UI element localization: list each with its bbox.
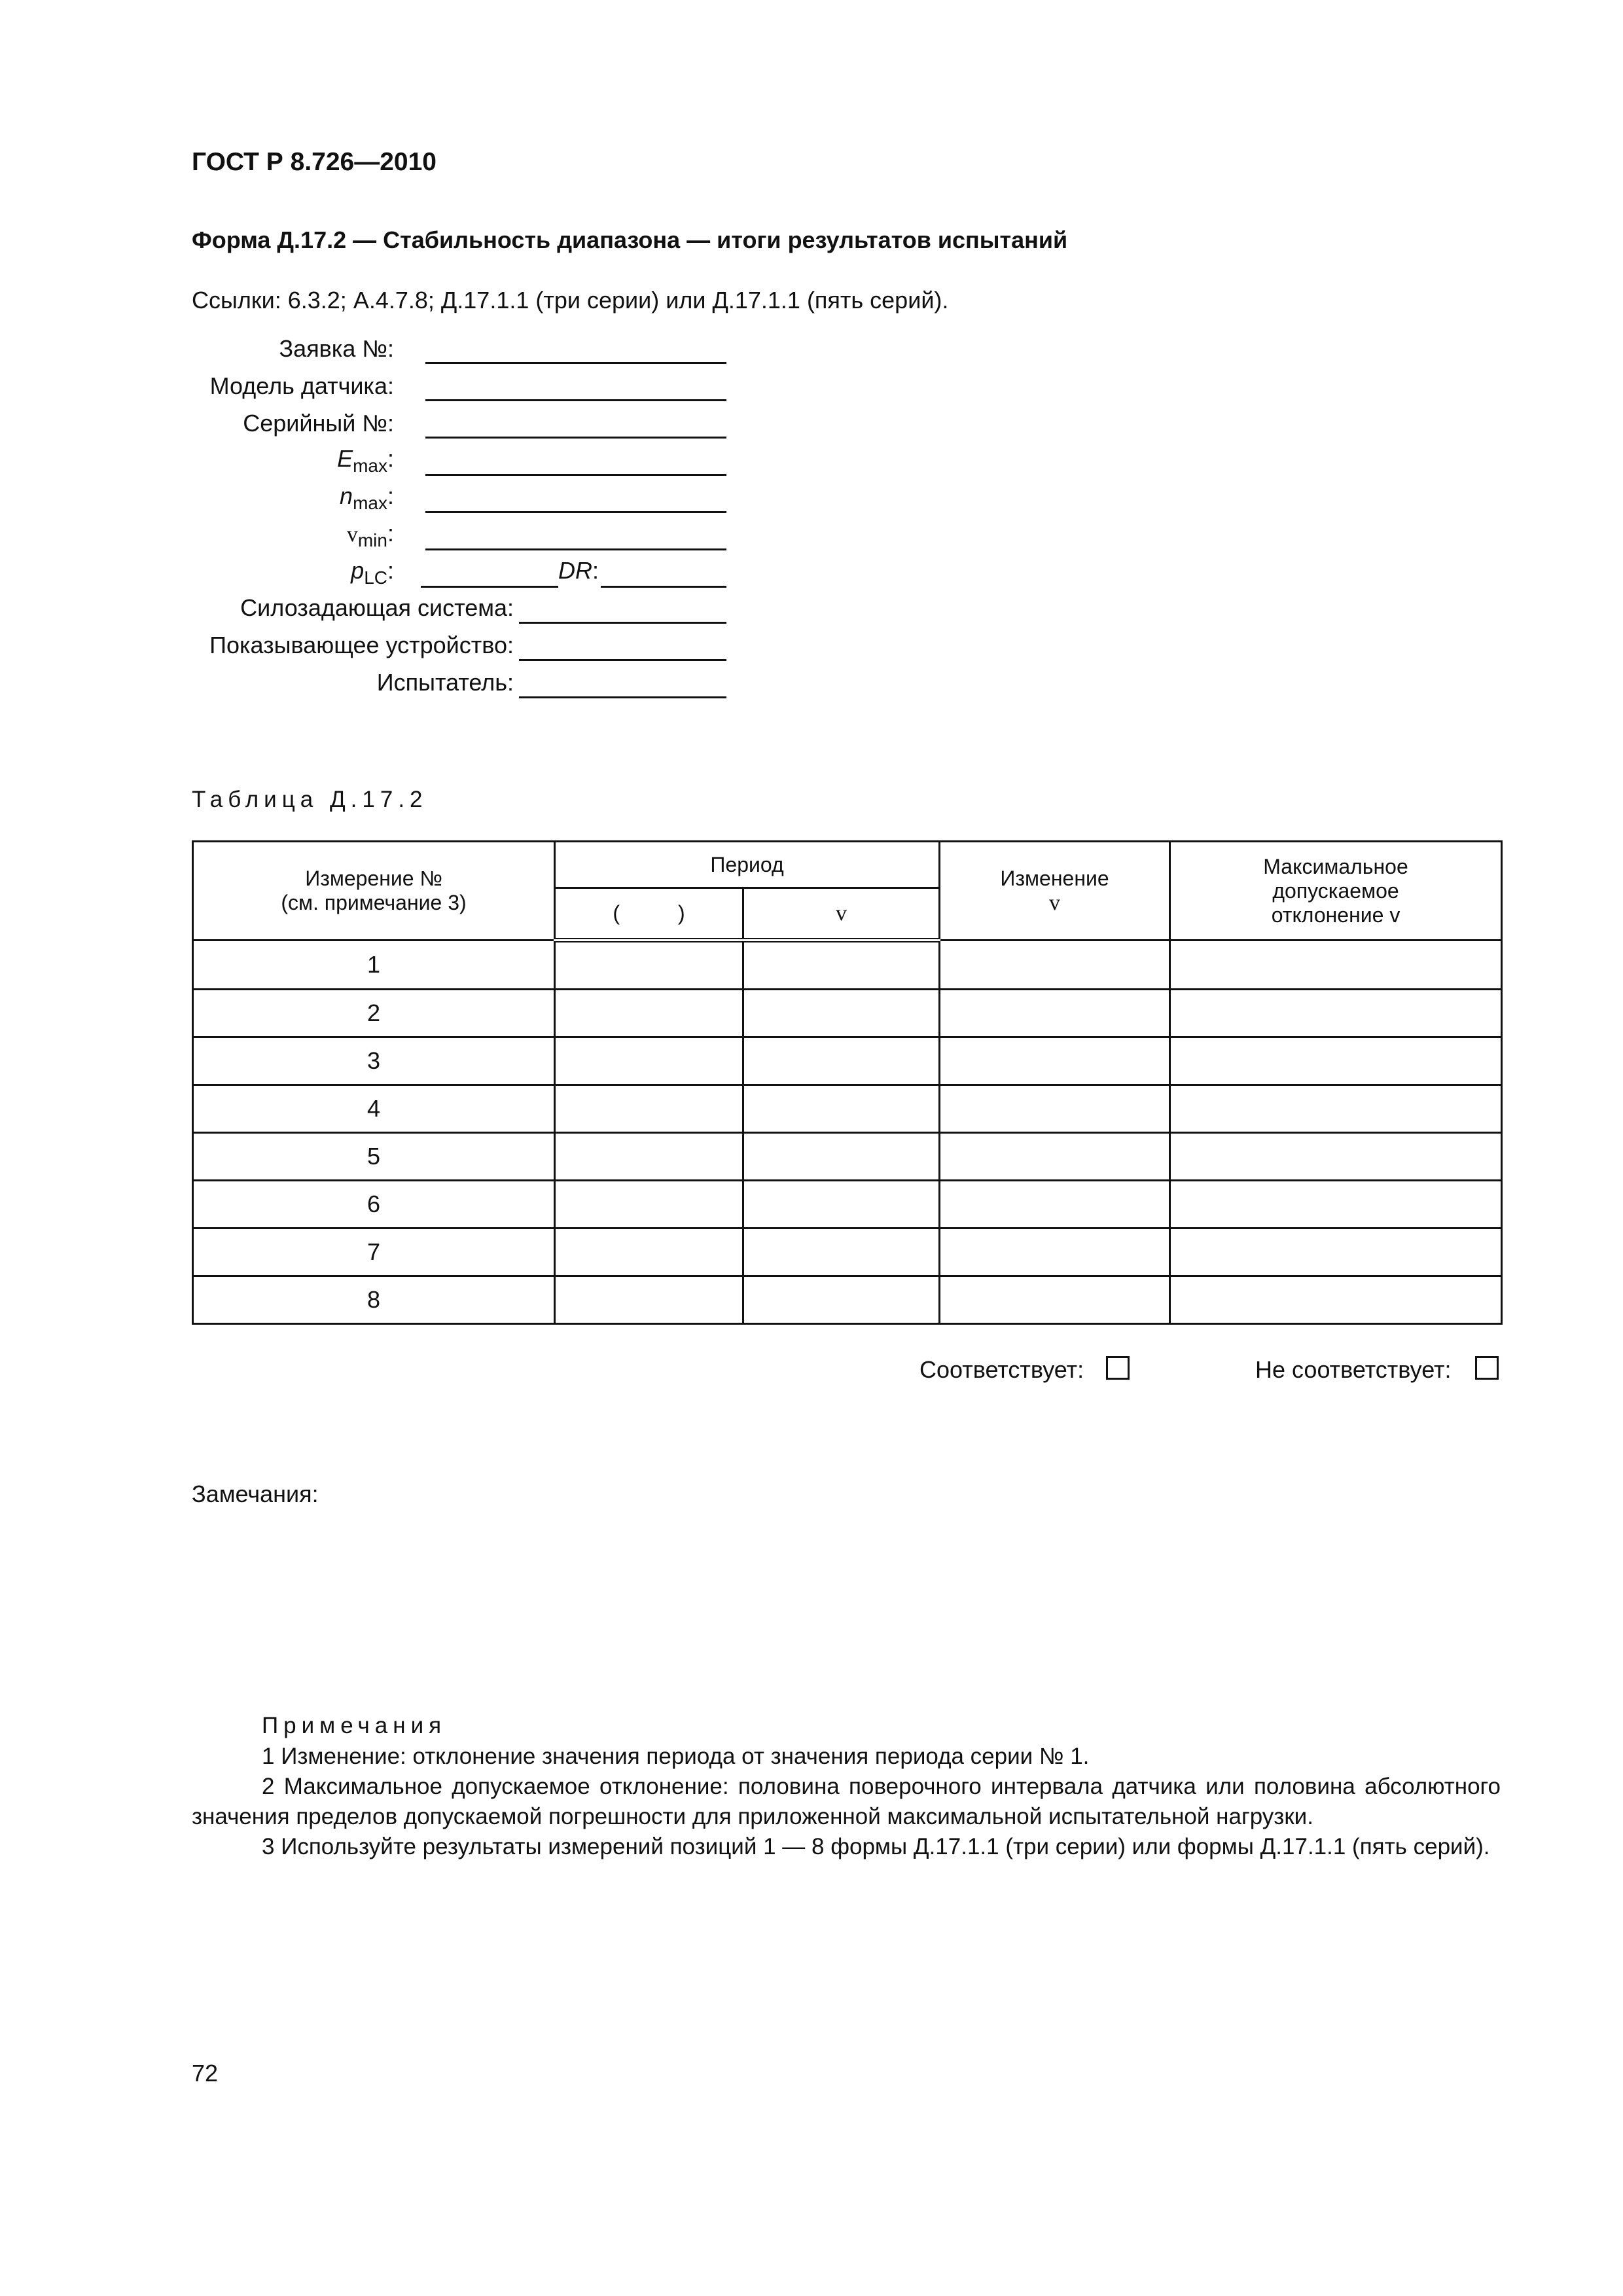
period-unit-cell[interactable] <box>555 1037 743 1085</box>
max-deviation-cell[interactable] <box>1170 990 1502 1037</box>
field-sensor-model <box>0 372 394 405</box>
period-unit-cell[interactable] <box>555 941 743 990</box>
field-sensor-model-label: Модель датчика: <box>209 372 394 399</box>
period-unit-cell[interactable] <box>555 1229 743 1276</box>
field-plc-line[interactable] <box>421 586 558 588</box>
field-indicator-label: Показывающее устройство: <box>209 632 514 658</box>
row-number: 7 <box>193 1229 555 1276</box>
header-measurement: Измерение № (см. примечание 3) <box>193 842 555 941</box>
header-period: Период <box>555 842 940 888</box>
period-v-cell[interactable] <box>743 1085 940 1133</box>
note-1: 1 Изменение: отклонение значения периода от значения периода серии № 1. <box>262 1744 1090 1769</box>
period-unit-cell[interactable] <box>555 1276 743 1324</box>
row-number: 6 <box>193 1181 555 1229</box>
change-cell[interactable] <box>940 1085 1170 1133</box>
change-cell[interactable] <box>940 990 1170 1037</box>
period-v-cell[interactable] <box>743 1229 940 1276</box>
field-force-system-line[interactable] <box>519 622 726 624</box>
header-period-v: v <box>743 888 940 941</box>
period-unit-cell[interactable] <box>555 990 743 1037</box>
max-deviation-cell[interactable] <box>1170 1181 1502 1229</box>
table-row <box>193 990 1502 1037</box>
field-vmin-line[interactable] <box>425 548 726 550</box>
table-row <box>193 941 1502 990</box>
field-tester-line[interactable] <box>519 696 726 698</box>
table-caption: Таблица Д.17.2 <box>192 787 428 812</box>
change-cell[interactable] <box>940 941 1170 990</box>
header-change: Изменение v <box>940 842 1170 941</box>
max-deviation-cell[interactable] <box>1170 941 1502 990</box>
period-v-cell[interactable] <box>743 1181 940 1229</box>
references: Ссылки: 6.3.2; А.4.7.8; Д.17.1.1 (три серии) или Д.17.1.1 (пять серий). <box>192 287 949 314</box>
row-number: 4 <box>193 1085 555 1133</box>
note-2: 2 Максимальное допускаемое отклонение: половина поверочного интервала датчика или половина абсолютного значения пределов допускаемой погрешности для приложенной максимальной испытательной нагрузки. <box>192 1774 1501 1829</box>
row-number: 5 <box>193 1133 555 1181</box>
period-v-cell[interactable] <box>743 941 940 990</box>
vmin-symbol: v <box>346 522 358 547</box>
plc-symbol: p <box>351 557 365 584</box>
field-force-system <box>0 594 514 627</box>
field-nmax: $n_{max}$: <box>340 482 394 513</box>
field-force-system-label: Силозадающая система: <box>240 594 514 621</box>
complies-label: Соответствует: <box>919 1356 1084 1383</box>
plc-subscript: LC <box>364 567 387 588</box>
nmax-subscript: max <box>353 493 387 513</box>
max-deviation-cell[interactable] <box>1170 1229 1502 1276</box>
table-row <box>193 1229 1502 1276</box>
field-vmin: $v_{min}$: <box>346 520 394 550</box>
note-3: 3 Используйте результаты измерений позиций 1 — 8 формы Д.17.1.1 (три серии) или формы Д.17.1.1 (пять серий). <box>262 1834 1490 1859</box>
row-number: 3 <box>193 1037 555 1085</box>
table-row <box>193 1085 1502 1133</box>
period-v-cell[interactable] <box>743 1133 940 1181</box>
vmin-subscript: min <box>357 530 387 550</box>
period-unit-cell[interactable] <box>555 1085 743 1133</box>
remarks-label: Замечания: <box>192 1480 319 1507</box>
emax-subscript: max <box>353 456 387 476</box>
header-max-deviation: Максимальное допускаемое отклонение v <box>1170 842 1502 941</box>
complies-checkbox[interactable] <box>1106 1356 1130 1380</box>
field-emax-line[interactable] <box>425 474 726 476</box>
change-cell[interactable] <box>940 1229 1170 1276</box>
field-indicator-line[interactable] <box>519 659 726 661</box>
field-tester-label: Испытатель: <box>376 669 514 696</box>
dr-label: DR <box>558 557 592 584</box>
table-row <box>193 1181 1502 1229</box>
max-deviation-cell[interactable] <box>1170 1276 1502 1324</box>
period-v-cell[interactable] <box>743 1037 940 1085</box>
emax-symbol: E <box>337 445 353 472</box>
field-application-line[interactable] <box>425 362 726 364</box>
field-serial-line[interactable] <box>425 437 726 439</box>
change-cell[interactable] <box>940 1276 1170 1324</box>
field-serial <box>0 410 394 442</box>
not-complies-checkbox[interactable] <box>1475 1356 1499 1380</box>
nmax-symbol: n <box>340 482 353 509</box>
field-tester <box>0 669 514 702</box>
results-table <box>192 840 1503 1325</box>
field-dr-line[interactable] <box>601 586 726 588</box>
table-row <box>193 1037 1502 1085</box>
max-deviation-cell[interactable] <box>1170 1133 1502 1181</box>
period-v-cell[interactable] <box>743 1276 940 1324</box>
change-cell[interactable] <box>940 1181 1170 1229</box>
period-unit-cell[interactable] <box>555 1133 743 1181</box>
document-code: ГОСТ Р 8.726—2010 <box>192 148 437 176</box>
period-unit-cell[interactable] <box>555 1181 743 1229</box>
row-number: 2 <box>193 990 555 1037</box>
change-cell[interactable] <box>940 1037 1170 1085</box>
field-plc: $p_{LC}$: <box>351 557 394 588</box>
form-title: Форма Д.17.2 — Стабильность диапазона — итоги результатов испытаний <box>192 226 1068 253</box>
field-emax: $E_{max}$: <box>337 445 394 476</box>
field-nmax-line[interactable] <box>425 511 726 513</box>
page-number: 72 <box>192 2060 219 2087</box>
header-period-unit: ( ) <box>555 888 743 941</box>
table-row <box>193 1133 1502 1181</box>
max-deviation-cell[interactable] <box>1170 1037 1502 1085</box>
not-complies-label: Не соответствует: <box>1255 1356 1452 1383</box>
table-row <box>193 1276 1502 1324</box>
change-cell[interactable] <box>940 1133 1170 1181</box>
max-deviation-cell[interactable] <box>1170 1085 1502 1133</box>
field-serial-label: Серийный №: <box>243 410 394 437</box>
field-dr: DR: <box>558 557 599 584</box>
table-body <box>193 941 1502 1324</box>
field-application <box>0 335 394 368</box>
field-application-label: Заявка №: <box>279 335 394 362</box>
row-number: 8 <box>193 1276 555 1324</box>
field-sensor-model-line[interactable] <box>425 399 726 401</box>
period-v-cell[interactable] <box>743 990 940 1037</box>
notes-title: Примечания <box>262 1713 447 1738</box>
row-number: 1 <box>193 941 555 990</box>
field-indicator <box>0 632 514 664</box>
